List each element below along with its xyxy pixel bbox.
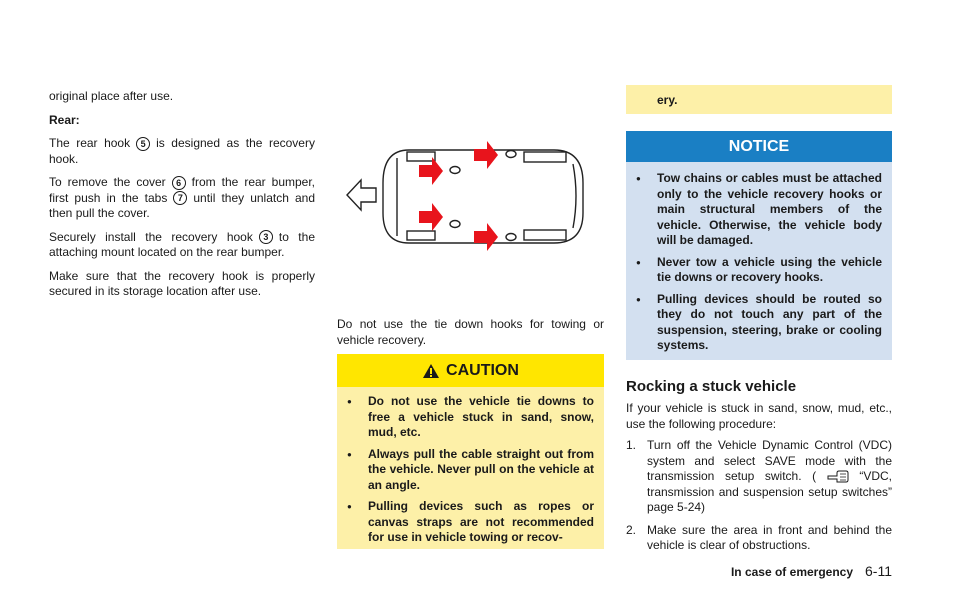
callout-number: 3 [259, 230, 273, 244]
left-column [49, 89, 315, 308]
rocking-procedure [626, 401, 892, 561]
list-item: ● Pulling devices such as ropes or canvas straps are not recommended for use in vehicle towing or recov- [347, 499, 594, 546]
rear-heading: Rear: [49, 112, 80, 127]
caution-box [337, 354, 604, 549]
text-segment: is designed as the recovery hook. [49, 136, 315, 166]
notice-list [626, 162, 892, 354]
step-number: 2. [626, 522, 637, 537]
list-item: ● Tow chains or cables must be attached only to the vehicle recovery hooks or main structural members of the vehicle. Otherwise, the vehicle body will be damaged. [636, 171, 882, 249]
callout-number: 5 [136, 137, 150, 151]
vehicle-outline [383, 150, 583, 243]
tie-down-arrow-icon [419, 141, 498, 251]
list-item [626, 438, 892, 516]
page-number: 6-11 [865, 563, 892, 579]
text-segment: to the attaching mount located on the rear bumper. [49, 229, 315, 259]
section-name: In case of emergency [730, 565, 854, 579]
secure-hook-paragraph: Make sure that the recovery hook is properly secured in its storage location after use. [49, 268, 315, 298]
install-hook-paragraph [49, 230, 315, 261]
list-item [626, 523, 892, 554]
caution-continued-text: ery. [657, 93, 678, 107]
step-text: “VDC, transmission and suspension setup switches” page 5-24) [647, 469, 892, 514]
notice-title: NOTICE [728, 137, 790, 155]
step-text: Make sure the area in front and behind the vehicle is clear of obstructions. [647, 522, 892, 552]
notice-box [626, 131, 892, 360]
caution-continued-box [626, 85, 892, 114]
text-segment: from the rear bumper, first push in the tabs [49, 175, 315, 205]
procedure-steps [626, 438, 892, 554]
list-item: ● Always pull the cable straight out from the vehicle. Never pull on the vehicle at an angle. [347, 447, 594, 494]
notice-header [626, 131, 892, 162]
text-segment: Securely install the recovery hook [49, 229, 253, 244]
step-text: Turn off the Vehicle Dynamic Control (VDC) system and select SAVE mode with the transmission setup switch. ( [647, 438, 892, 483]
caution-header [337, 354, 604, 387]
list-item: ● Never tow a vehicle using the vehicle tie downs or recovery hooks. [636, 255, 882, 286]
section-title: Rocking a stuck vehicle [626, 378, 797, 395]
caution-title: CAUTION [446, 361, 519, 379]
rear-hook-paragraph [49, 136, 315, 167]
list-item: ● Pulling devices should be routed so they do not touch any part of the suspension, steering, brake or cooling systems. [636, 292, 882, 354]
tie-down-note: Do not use the tie down hooks for towing or vehicle recovery. [337, 317, 604, 347]
callout-number: 6 [172, 176, 186, 190]
text-segment: To remove the cover [49, 175, 166, 189]
page-footer [731, 563, 892, 579]
text-segment: until they unlatch and then pull the cover. [49, 190, 315, 220]
procedure-intro: If your vehicle is stuck in sand, snow, mud, etc., use the following procedure: [626, 401, 892, 431]
direction-arrow-icon [347, 180, 376, 210]
tie-down-diagram [339, 88, 604, 296]
continued-text: original place after use. [49, 89, 174, 103]
warning-icon [422, 363, 440, 379]
step-number: 1. [626, 438, 637, 452]
remove-cover-paragraph [49, 175, 315, 222]
list-item: ● Do not use the vehicle tie downs to free a vehicle stuck in sand, snow, mud, etc. [347, 394, 594, 441]
pointing-hand-icon [827, 470, 849, 483]
callout-number: 7 [173, 191, 187, 205]
caution-list [337, 387, 604, 546]
text-segment: The rear hook [49, 136, 131, 150]
